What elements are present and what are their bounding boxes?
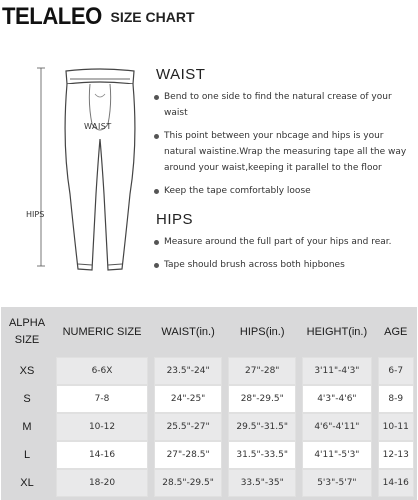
- instruction-text: Bend to one side to find the natural crease of your waist: [164, 92, 392, 118]
- table-row: [1, 357, 417, 385]
- brand-logo: TELALEO: [2, 3, 102, 30]
- height-cell: 4'6"-4'11": [299, 413, 374, 441]
- numeric-size-cell: 7-8: [53, 385, 151, 413]
- age-cell: 8-9: [375, 385, 418, 413]
- age-cell: 12-13: [375, 441, 418, 469]
- leggings-illustration: [0, 44, 150, 284]
- hips-instruction: [154, 257, 416, 273]
- hips-cell: 28"-29.5": [225, 385, 299, 413]
- bullet-icon: [154, 240, 159, 245]
- bullet-icon: [154, 95, 159, 100]
- height-cell: 5'3"-5'7": [299, 469, 374, 497]
- page-title: SIZE CHART: [110, 9, 195, 25]
- leggings-figure: [0, 44, 150, 284]
- table-row: [1, 441, 417, 469]
- instruction-text: This point between your nbcage and hips is your natural waistine.Wrap the measuring tape all the way around your waist,keeping it parallel to the floor: [164, 131, 407, 173]
- alpha-size-cell: L: [23, 449, 31, 461]
- table-row: [1, 385, 417, 413]
- header: [0, 0, 418, 34]
- instruction-text: Measure around the full part of your hips and rear.: [164, 237, 392, 247]
- alpha-header-line2: SIZE: [14, 334, 40, 346]
- waist-header: WAIST(in.): [161, 326, 215, 338]
- alpha-size-cell: S: [23, 393, 31, 405]
- hips-section-title: HIPS: [156, 211, 194, 228]
- waist-cell: 23.5"-24": [151, 357, 225, 385]
- bullet-icon: [154, 134, 159, 139]
- height-header: HEIGHT(in.): [306, 326, 368, 338]
- waist-cell: 28.5"-29.5": [151, 469, 225, 497]
- waist-cell: 24"-25": [151, 385, 225, 413]
- age-cell: 10-11: [375, 413, 418, 441]
- waist-cell: 27"-28.5": [151, 441, 225, 469]
- instruction-text: Keep the tape comfortably loose: [164, 186, 311, 196]
- alpha-size-cell: XS: [19, 365, 35, 377]
- height-cell: 4'3"-4'6": [299, 385, 374, 413]
- bullet-icon: [154, 263, 159, 268]
- waist-cell: 25.5"-27": [151, 413, 225, 441]
- hips-cell: 33.5"-35": [225, 469, 299, 497]
- waist-figure-label: WAIST: [84, 122, 112, 131]
- age-cell: 6-7: [375, 357, 418, 385]
- numeric-size-cell: 14-16: [53, 441, 151, 469]
- age-header: AGE: [384, 326, 408, 338]
- hips-header: HIPS(in.): [239, 326, 285, 338]
- numeric-size-cell: 18-20: [53, 469, 151, 497]
- size-table: [1, 307, 417, 500]
- hips-cell: 29.5"-31.5": [225, 413, 299, 441]
- hips-figure-label: HIPS: [26, 210, 45, 219]
- hips-cell: 31.5"-33.5": [225, 441, 299, 469]
- age-cell: 14-16: [375, 469, 418, 497]
- table-row: [1, 469, 417, 497]
- size-chart-table: [1, 307, 417, 497]
- waist-section-title: WAIST: [156, 66, 206, 83]
- waist-instruction: [154, 89, 416, 121]
- numeric-size-cell: 6-6X: [53, 357, 151, 385]
- instruction-text: Tape should brush across both hipbones: [164, 260, 345, 270]
- numeric-size-header: NUMERIC SIZE: [62, 326, 142, 338]
- alpha-size-cell: XL: [20, 477, 34, 489]
- height-cell: 4'11"-5'3": [299, 441, 374, 469]
- measure-instructions: [154, 64, 416, 280]
- hips-cell: 27"-28": [225, 357, 299, 385]
- alpha-header-line1: ALPHA: [8, 317, 46, 329]
- table-row: [1, 413, 417, 441]
- alpha-size-header: [1, 307, 53, 357]
- bullet-icon: [154, 189, 159, 194]
- table-header-row: [1, 307, 417, 357]
- hips-instruction: [154, 234, 416, 250]
- numeric-size-cell: 10-12: [53, 413, 151, 441]
- waist-instruction: [154, 128, 416, 176]
- waist-instruction: [154, 183, 416, 199]
- height-cell: 3'11"-4'3": [299, 357, 374, 385]
- alpha-size-cell: M: [22, 421, 32, 433]
